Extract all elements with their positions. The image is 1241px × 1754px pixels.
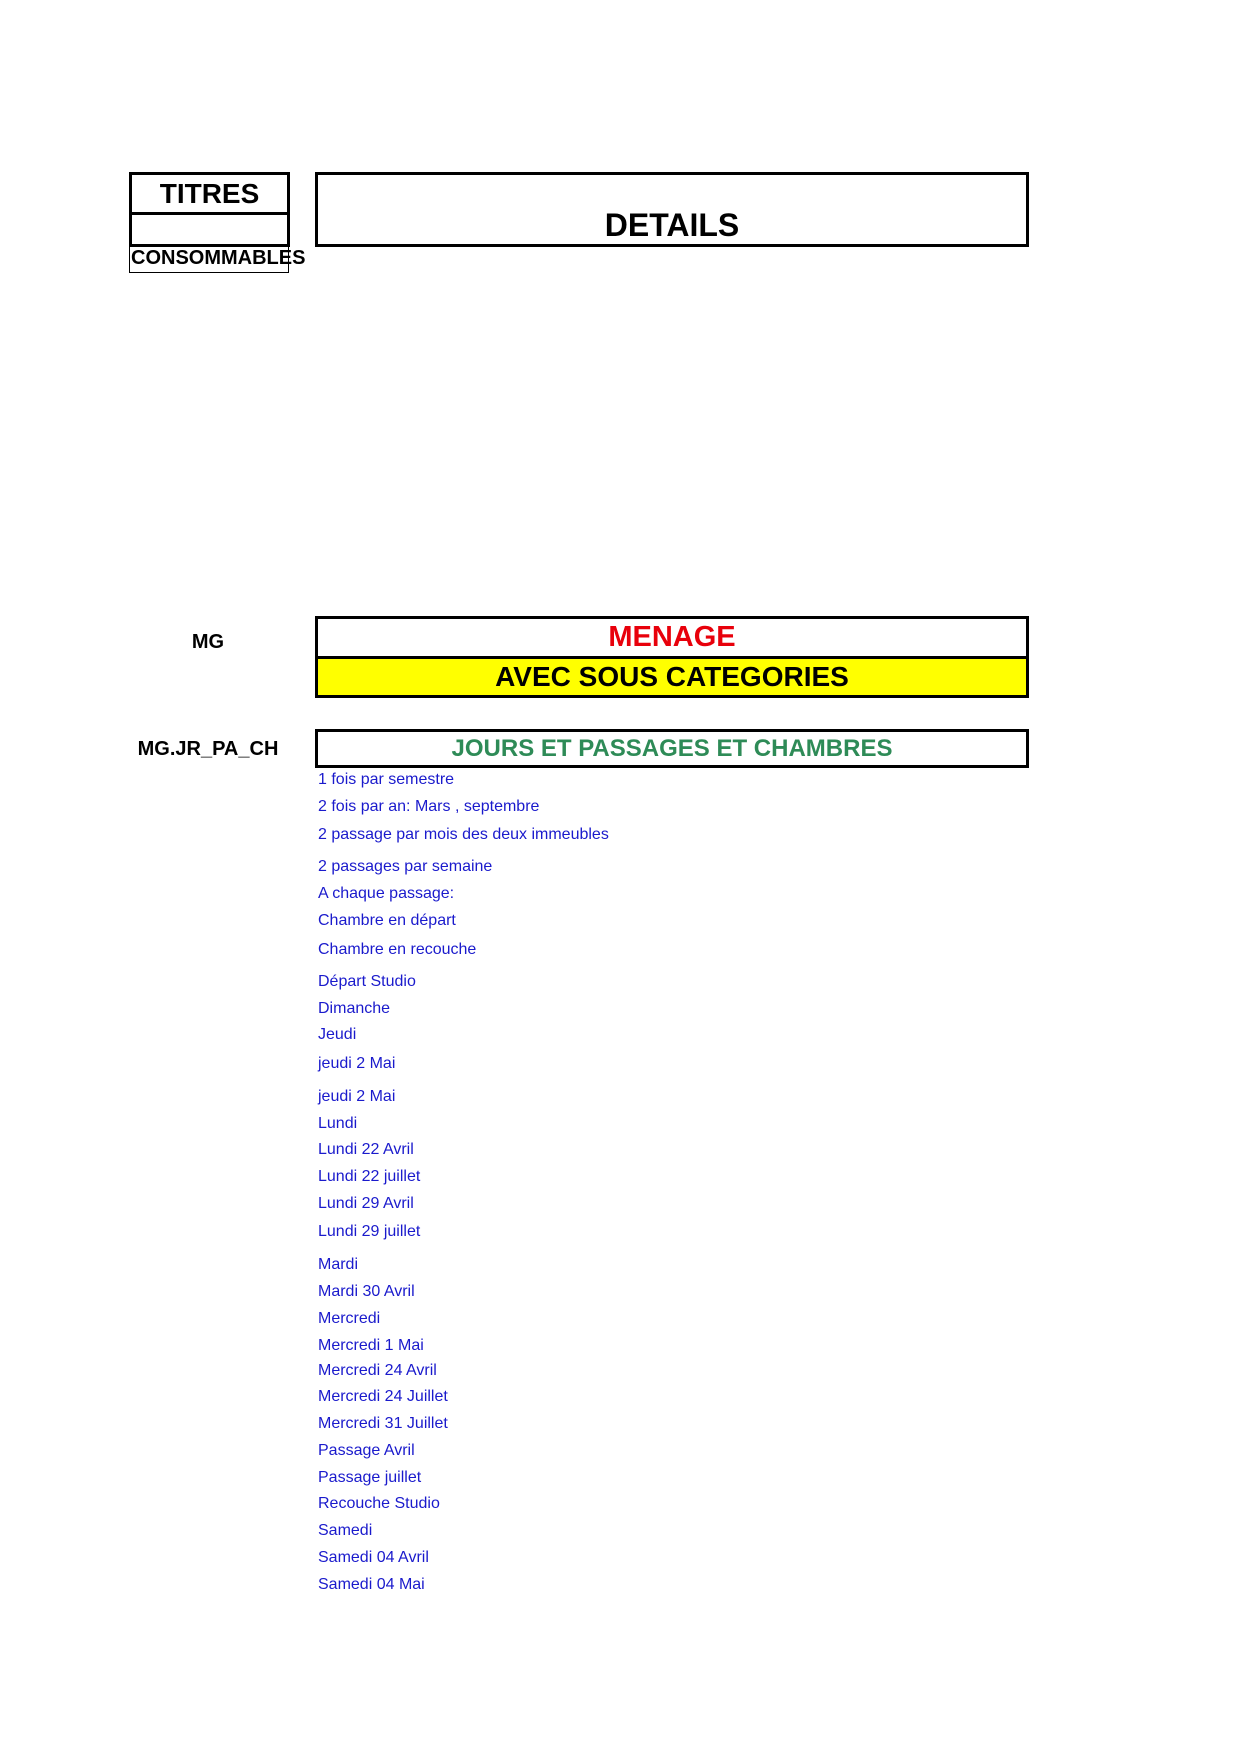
list-item: 2 passages par semaine xyxy=(318,858,493,876)
list-item: Chambre en départ xyxy=(318,912,456,930)
details-header xyxy=(315,172,1029,247)
section-subtitle: AVEC SOUS CATEGORIES xyxy=(315,656,1029,698)
list-item: Passage Avril xyxy=(318,1442,415,1460)
list-item: Lundi 22 Avril xyxy=(318,1140,414,1158)
list-item: jeudi 2 Mai xyxy=(318,1087,396,1105)
details-label: DETAILS xyxy=(604,207,740,243)
list-item: A chaque passage: xyxy=(318,885,455,903)
list-item: Dimanche xyxy=(318,1000,391,1018)
list-item: Samedi 04 Avril xyxy=(318,1549,429,1567)
list-item: Samedi 04 Mai xyxy=(318,1576,425,1594)
list-item: 2 fois par an: Mars , septembre xyxy=(318,797,540,815)
section-code: MG xyxy=(191,631,225,653)
list-item: Mercredi xyxy=(318,1309,381,1327)
list-item: Mardi xyxy=(318,1255,359,1273)
list-item: Lundi 29 juillet xyxy=(318,1222,421,1240)
list-item: Mardi 30 Avril xyxy=(318,1282,415,1300)
list-item: 1 fois par semestre xyxy=(318,770,455,788)
list-item: Recouche Studio xyxy=(318,1495,440,1513)
list-item: Jeudi xyxy=(318,1026,357,1043)
list-item: Passage juillet xyxy=(318,1469,422,1487)
blank-cell xyxy=(129,212,290,247)
titres-cell: TITRES xyxy=(129,172,290,215)
list-item: Lundi 22 juillet xyxy=(318,1167,421,1185)
section-title: MENAGE xyxy=(315,616,1029,659)
list-item: Mercredi 24 Avril xyxy=(318,1362,437,1380)
list-item: 2 passage par mois des deux immeubles xyxy=(318,825,609,843)
subsection-title: JOURS ET PASSAGES ET CHAMBRES xyxy=(315,729,1029,768)
list-item: Départ Studio xyxy=(318,973,416,991)
consommables-label: CONSOMMABLES xyxy=(131,247,306,269)
list-item: Lundi 29 Avril xyxy=(318,1194,414,1212)
list-item: Mercredi 1 Mai xyxy=(318,1336,424,1354)
list-item: Samedi xyxy=(318,1522,373,1540)
list-item: Mercredi 24 Juillet xyxy=(318,1388,448,1406)
list-item: Chambre en recouche xyxy=(318,940,477,958)
list-item: jeudi 2 Mai xyxy=(318,1055,396,1073)
list-item: Lundi xyxy=(318,1114,358,1132)
subsection-code: MG.JR_PA_CH xyxy=(137,738,279,760)
list-item: Mercredi 31 Juillet xyxy=(318,1415,448,1433)
